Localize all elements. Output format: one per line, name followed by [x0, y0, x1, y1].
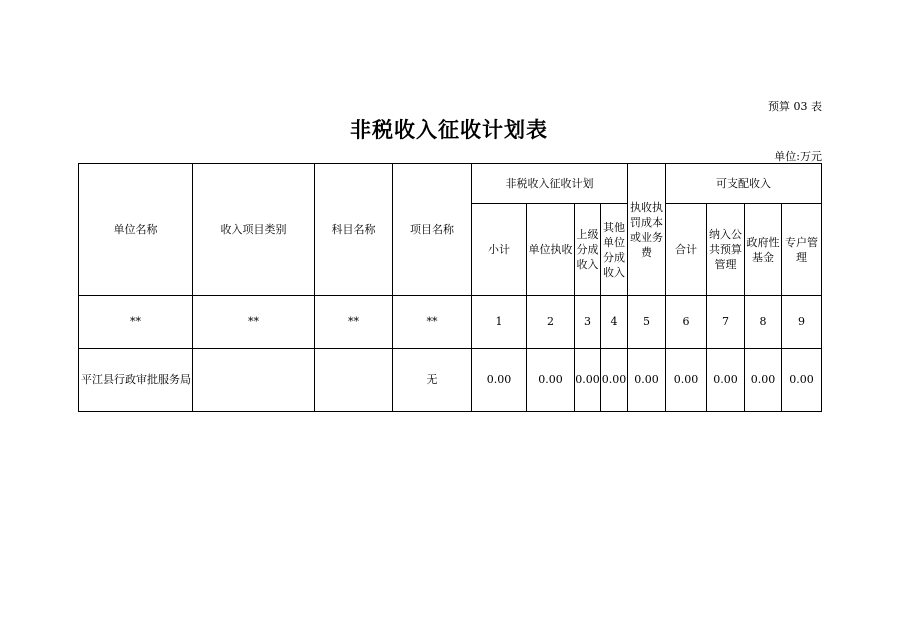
table-cell: 3	[575, 296, 601, 349]
table-cell: **	[315, 296, 393, 349]
table-cell: 9	[782, 296, 822, 349]
header-enforce-cost: 执收执 罚成本 或业务 费	[628, 164, 666, 296]
table-row	[79, 349, 822, 412]
header-superior-share: 上级 分成 收入	[575, 204, 601, 296]
table-cell: 0.00	[601, 349, 628, 412]
table-cell: **	[79, 296, 193, 349]
table-cell	[315, 349, 393, 412]
index-row	[79, 296, 822, 349]
header-public-budget: 纳入公 共预算 管理	[707, 204, 745, 296]
form-number: 预算 03 表	[768, 100, 822, 113]
table-cell: 7	[707, 296, 745, 349]
table-cell: 无	[393, 349, 472, 412]
table-cell: 8	[745, 296, 782, 349]
table-cell: 0.00	[575, 349, 601, 412]
unit-label: 单位:万元	[774, 150, 822, 163]
table-cell: **	[393, 296, 472, 349]
header-project-name: 项目名称	[393, 164, 472, 296]
table-cell: 0.00	[527, 349, 575, 412]
header-unit-collect: 单位执收	[527, 204, 575, 296]
table-cell: 0.00	[628, 349, 666, 412]
header-total: 合计	[666, 204, 707, 296]
table-cell	[193, 349, 315, 412]
plan-table	[78, 163, 822, 412]
header-income-item-type: 收入项目类别	[193, 164, 315, 296]
header-gov-fund: 政府性 基金	[745, 204, 782, 296]
table-cell: 平江县行政审批服务局	[79, 349, 193, 412]
table-cell: 0.00	[472, 349, 527, 412]
page-title: 非税收入征收计划表	[350, 118, 548, 142]
header-disposable: 可支配收入	[666, 164, 822, 204]
table-cell: 0.00	[707, 349, 745, 412]
table-cell: 2	[527, 296, 575, 349]
table-cell: 0.00	[666, 349, 707, 412]
table-cell: 0.00	[782, 349, 822, 412]
table-cell: 6	[666, 296, 707, 349]
table-cell: 0.00	[745, 349, 782, 412]
header-other-share: 其他 单位 分成 收入	[601, 204, 628, 296]
table-cell: 1	[472, 296, 527, 349]
table-cell: 4	[601, 296, 628, 349]
table-cell: **	[193, 296, 315, 349]
header-subject-name: 科目名称	[315, 164, 393, 296]
table-cell: 5	[628, 296, 666, 349]
header-special-account: 专户管 理	[782, 204, 822, 296]
header-nontax-plan: 非税收入征收计划	[472, 164, 628, 204]
header-subtotal: 小计	[472, 204, 527, 296]
header-unit-name: 单位名称	[79, 164, 193, 296]
